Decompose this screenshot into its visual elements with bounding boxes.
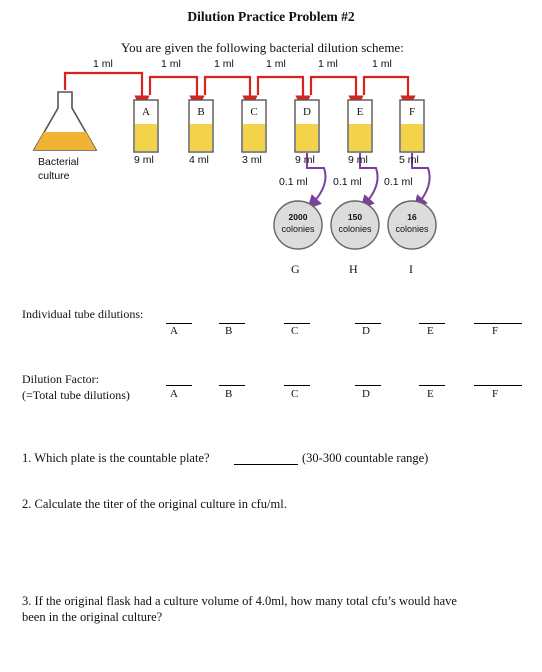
tube-letter: C [250,106,258,118]
transfer-arrows [65,73,408,103]
transfer-volume: 1 ml [214,58,234,70]
plate-letter: I [409,262,413,276]
answer-blank [419,385,445,386]
column-letter: E [427,388,434,400]
q1-note: (30-300 countable range) [302,451,429,465]
answer-blank [474,323,522,324]
column-letter: C [291,388,299,400]
tube-volume: 3 ml [242,154,262,166]
tube-volume: 9 ml [348,154,368,166]
plate-unit: colonies [338,224,372,234]
individual-dilutions-label: Individual tube dilutions: [22,307,144,321]
tube-letter: F [408,106,416,118]
plating-volume: 0.1 ml [384,176,413,188]
answer-blank [355,323,381,324]
tube-letter: E [356,106,364,118]
flask [34,92,96,150]
column-letter: C [291,325,299,337]
answer-blank [166,385,192,386]
column-letter: A [170,388,178,400]
answer-blank [219,323,245,324]
tube-volume: 9 ml [134,154,154,166]
column-letter: A [170,325,178,337]
plate-letter: G [291,262,300,276]
tube-volume: 4 ml [189,154,209,166]
answer-blank [219,385,245,386]
tube-letter: B [197,106,205,118]
flask-label: culture [38,170,70,182]
dilution-factor-label-2: (=Total tube dilutions) [22,388,130,402]
page-title: Dilution Practice Problem #2 [187,9,355,24]
column-letter: D [362,388,370,400]
plate-count: 2000 [288,212,308,222]
transfer-volume: 1 ml [318,58,338,70]
plate-unit: colonies [395,224,429,234]
tube-volume: 5 ml [399,154,419,166]
transfer-volume: 1 ml [93,58,113,70]
plate-count: 150 [347,212,363,222]
transfer-volume: 1 ml [161,58,181,70]
question-3: 3. If the original flask had a culture volume of 4.0ml, how many total cfu’s would have [22,594,457,608]
dilution-scheme-diagram [0,0,542,300]
column-letter: E [427,325,434,337]
column-letter: B [225,325,233,337]
plate-letter: H [349,262,358,276]
answer-blank [355,385,381,386]
answer-blank [419,323,445,324]
plate-count: 16 [407,212,417,222]
question-1: 1. Which plate is the countable plate? [22,451,210,465]
question-2: 2. Calculate the titer of the original culture in cfu/ml. [22,497,287,511]
plating-volume: 0.1 ml [279,176,308,188]
answer-blank [474,385,522,386]
tube-letter: D [303,106,311,118]
column-letter: F [492,325,499,337]
transfer-volume: 1 ml [266,58,286,70]
answer-blank [284,385,310,386]
transfer-volume: 1 ml [372,58,392,70]
plating-volume: 0.1 ml [333,176,362,188]
tube-volume: 9 ml [295,154,315,166]
question-3-line-2: been in the original culture? [22,610,163,624]
flask-label: Bacterial [38,156,79,168]
answer-blank [284,323,310,324]
plate-unit: colonies [281,224,315,234]
intro-text: You are given the following bacterial dilution scheme: [121,40,404,55]
answer-blank [166,323,192,324]
column-letter: F [492,388,499,400]
column-letter: B [225,388,233,400]
q1-answer-blank [234,464,298,465]
dilution-factor-label: Dilution Factor: [22,372,99,386]
column-letter: D [362,325,370,337]
tube-letter: A [142,106,150,118]
